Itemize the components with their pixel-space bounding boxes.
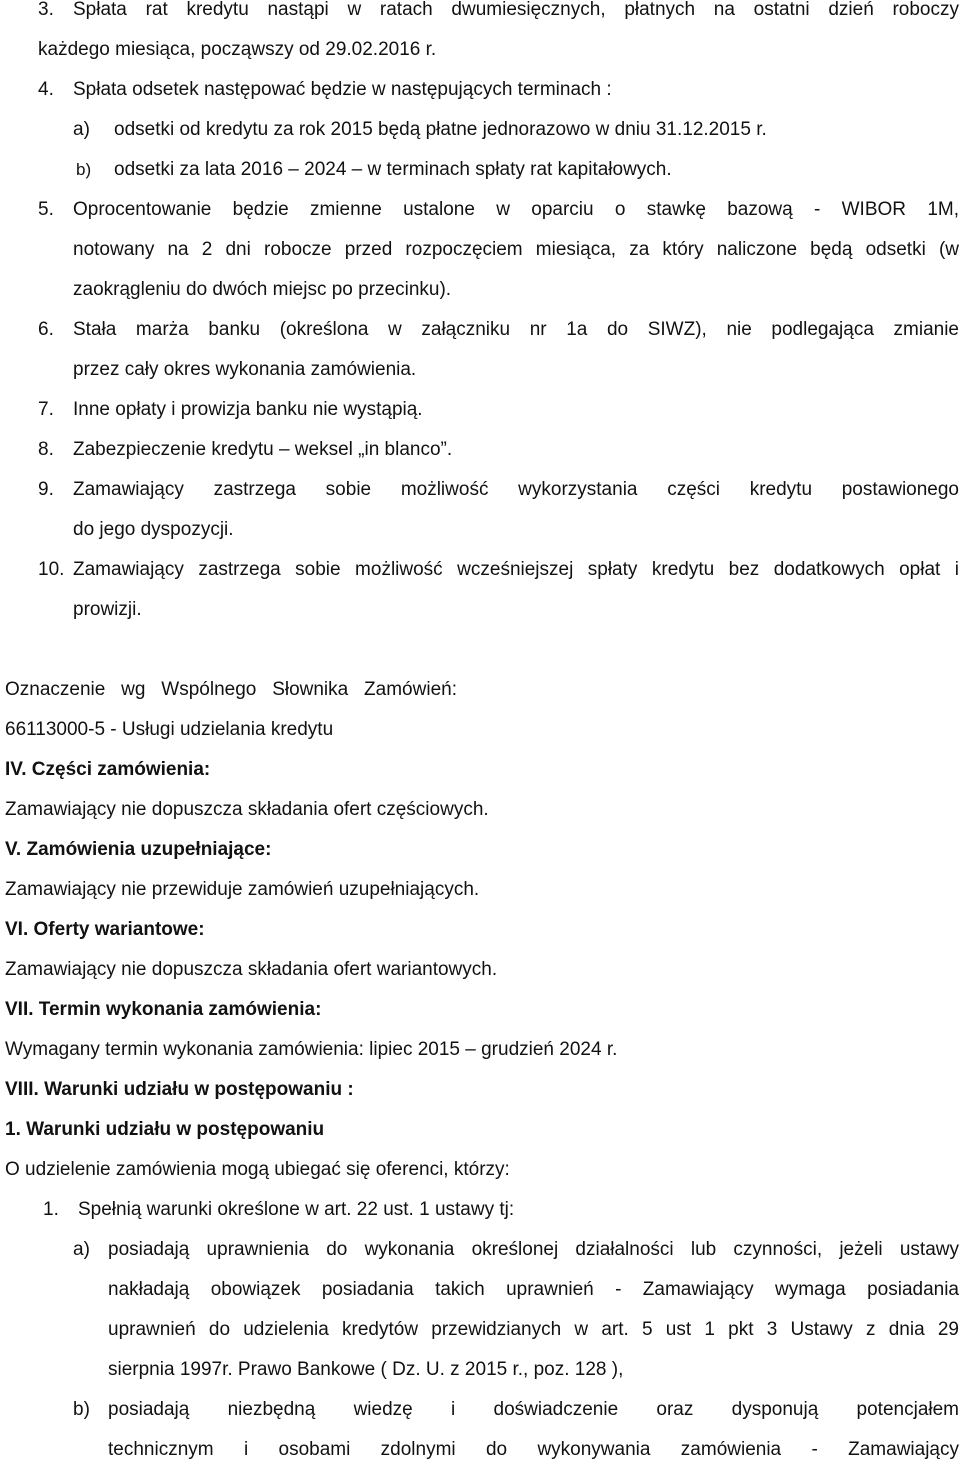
item-number: 7. — [38, 399, 54, 420]
item-text-line: Spłata odsetek następować będzie w następujących terminach : — [73, 79, 612, 100]
section-title: Oferty wariantowe: — [33, 919, 205, 940]
section-number: VII. — [5, 999, 34, 1020]
item-text-line: Zabezpieczenie kredytu – weksel „in blanco”. — [73, 439, 453, 460]
section-number: V. — [5, 839, 22, 860]
sub-item-mark: b) — [76, 160, 92, 179]
section-heading-vii — [5, 998, 321, 1022]
section-text: Zamawiający nie dopuszcza składania ofert wariantowych. — [5, 959, 498, 980]
condition-text: Spełnią warunki określone w art. 22 ust. 1 ustawy tj: — [78, 1199, 515, 1220]
sub-item-text: odsetki za lata 2016 – 2024 – w terminach spłaty rat kapitałowych. — [114, 159, 672, 180]
conditions-intro: O udzielenie zamówienia mogą ubiegać się oferenci, którzy: — [5, 1159, 510, 1180]
sub-item-text-line: posiadają niezbędną wiedzę i doświadczenie oraz dysponują potencjałem — [108, 1399, 959, 1420]
section-number: VIII. — [5, 1079, 39, 1100]
item-text-line: notowany na 2 dni robocze przed rozpoczęciem miesiąca, za który naliczone będą odsetki (w — [73, 239, 959, 260]
section-text: Zamawiający nie przewiduje zamówień uzupełniających. — [5, 879, 480, 900]
section-number: IV. — [5, 759, 27, 780]
item-text-line: zaokrągleniu do dwóch miejsc po przecinku). — [73, 279, 452, 300]
sub-item-text-line: posiadają uprawnienia do wykonania określonej działalności lub czynności, jeżeli ustawy — [108, 1239, 959, 1260]
section-title: Warunki udziału w postępowaniu : — [44, 1079, 354, 1100]
sub-item-text-line: nakładają obowiązek posiadania takich uprawnień - Zamawiający wymaga posiadania — [108, 1279, 959, 1300]
sub-item-text-line: technicznym i osobami zdolnymi do wykonywania zamówienia - Zamawiający — [108, 1439, 959, 1460]
sub-item-mark: a) — [73, 1239, 90, 1260]
section-heading-v — [5, 838, 271, 862]
item-text-line: Zamawiający zastrzega sobie możliwość wcześniejszej spłaty kredytu bez dodatkowych opłat i — [73, 559, 959, 580]
section-text: Wymagany termin wykonania zamówienia: lipiec 2015 – grudzień 2024 r. — [5, 1039, 618, 1060]
item-number: 9. — [38, 479, 54, 500]
cpv-label: Oznaczenie wg Wspólnego Słownika Zamówień: — [5, 679, 457, 700]
sub-item-text-line: sierpnia 1997r. Prawo Bankowe ( Dz. U. z 2015 r., poz. 128 ), — [108, 1359, 624, 1380]
section-title: Części zamówienia: — [31, 759, 211, 780]
item-text-line: każdego miesiąca, począwszy od 29.02.2016 r. — [38, 39, 437, 60]
section-heading-iv — [5, 758, 210, 782]
item-text-line: Zamawiający zastrzega sobie możliwość wykorzystania części kredytu postawionego — [73, 479, 959, 500]
item-number: 6. — [38, 319, 54, 340]
section-title: Termin wykonania zamówienia: — [38, 999, 322, 1020]
item-number: 4. — [38, 79, 54, 100]
sub-item-text: odsetki od kredytu za rok 2015 będą płatne jednorazowo w dniu 31.12.2015 r. — [114, 119, 767, 140]
sub-item-text-line: uprawnień do udzielenia kredytów przewidzianych w art. 5 ust 1 pkt 3 Ustawy z dnia 29 — [108, 1319, 959, 1340]
section-number: VI. — [5, 919, 29, 940]
item-number: 3. — [38, 0, 54, 20]
item-text-line: przez cały okres wykonania zamówienia. — [73, 359, 417, 380]
section-heading-vi — [5, 918, 205, 942]
item-text-line: Inne opłaty i prowizja banku nie wystąpią. — [73, 399, 423, 420]
item-text-line: do jego dyspozycji. — [73, 519, 234, 540]
item-text-line: Spłata rat kredytu nastąpi w ratach dwumiesięcznych, płatnych na ostatni dzień roboczy — [73, 0, 959, 20]
section-text: Zamawiający nie dopuszcza składania ofert częściowych. — [5, 799, 489, 820]
item-text-line: prowizji. — [73, 599, 142, 620]
item-text-line: Oprocentowanie będzie zmienne ustalone w oparciu o stawkę bazową - WIBOR 1M, — [73, 199, 959, 220]
sub-item-mark: a) — [73, 119, 90, 140]
cpv-code: 66113000-5 - Usługi udzielania kredytu — [5, 719, 334, 740]
section-title: Zamówienia uzupełniające: — [26, 839, 272, 860]
item-number: 10. — [38, 559, 65, 580]
section-heading-viii — [5, 1078, 354, 1102]
condition-number: 1. — [43, 1199, 59, 1220]
sub-item-mark: b) — [73, 1399, 90, 1420]
item-number: 8. — [38, 439, 54, 460]
conditions-heading: 1. Warunki udziału w postępowaniu — [5, 1119, 325, 1140]
item-text-line: Stała marża banku (określona w załączniku nr 1a do SIWZ), nie podlegająca zmianie — [73, 319, 959, 340]
item-number: 5. — [38, 199, 54, 220]
